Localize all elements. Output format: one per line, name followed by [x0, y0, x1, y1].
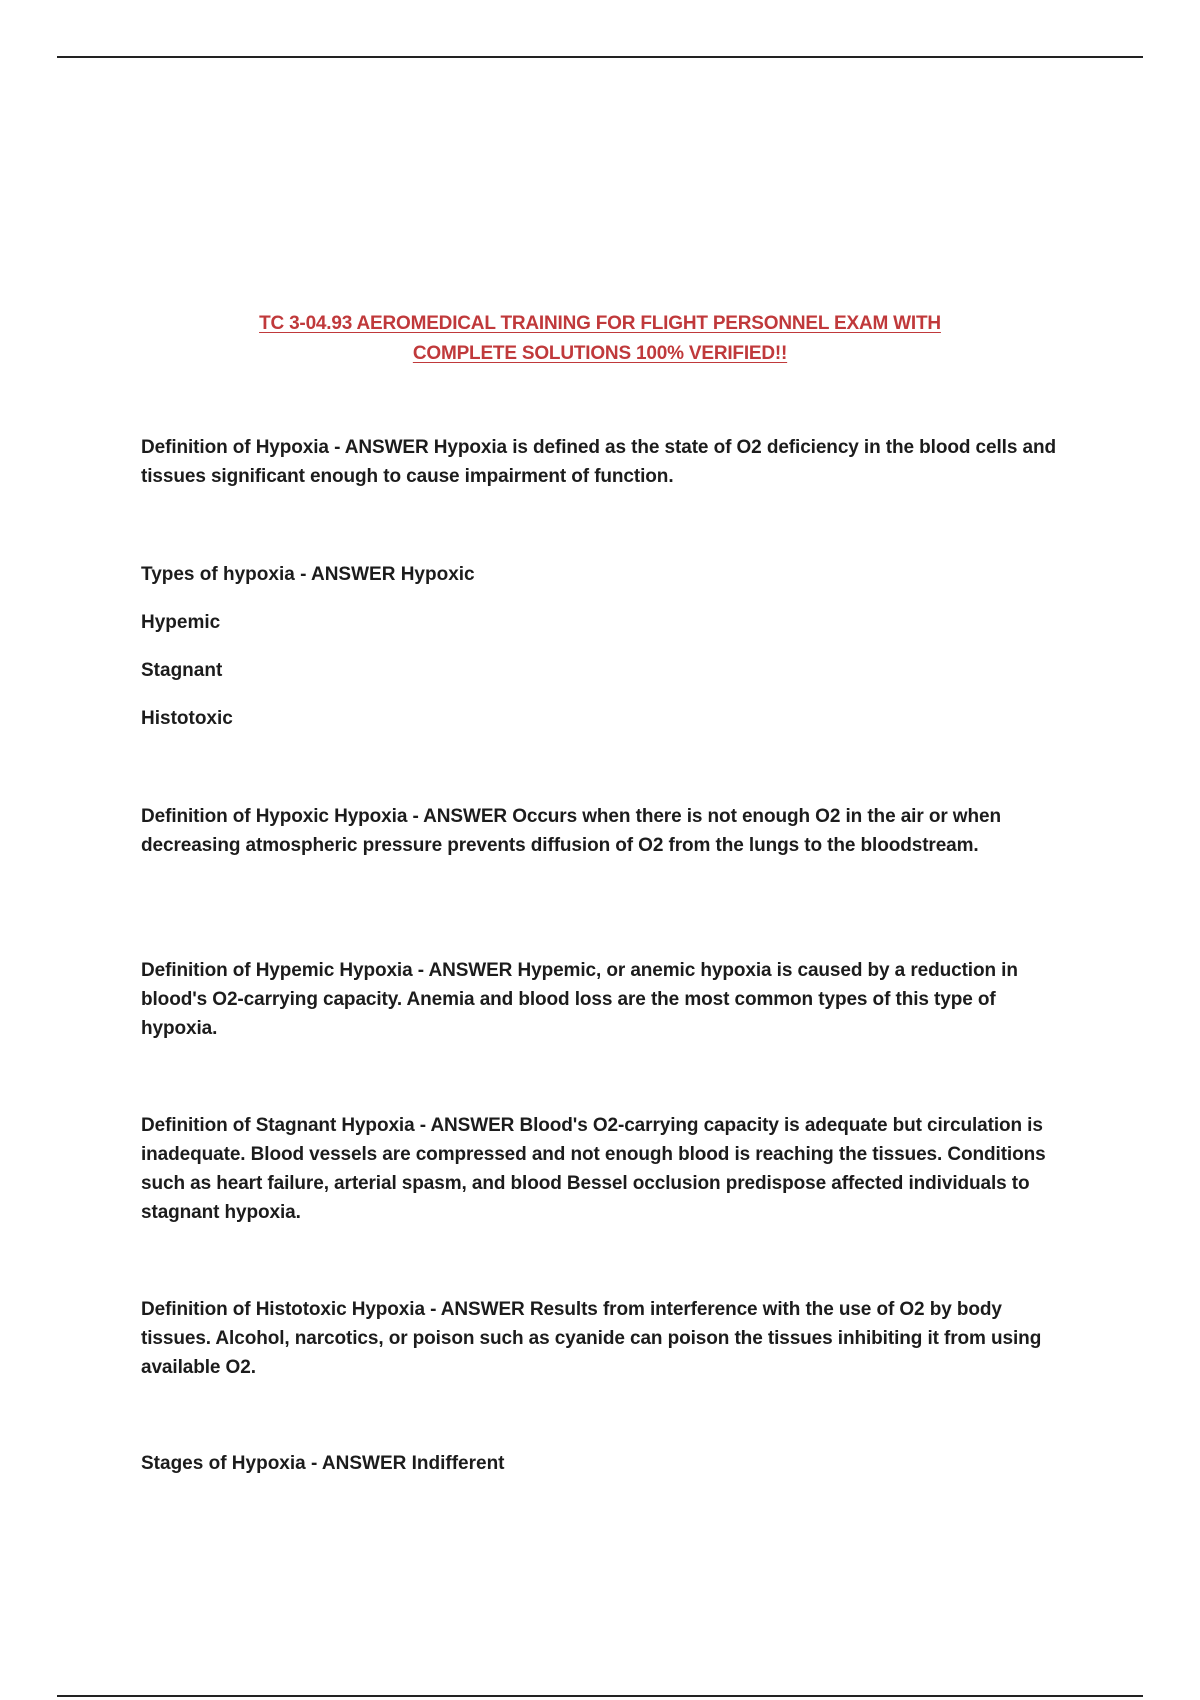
qa-text: Definition of Stagnant Hypoxia - ANSWER Blood's O2-carrying capacity is adequate but circulation is inadequate. Blood vessels are compressed and not enough blood is reaching the tissues. Conditions such as heart failure, arterial spasm, and blood Bessel occlusion predispose affected individuals to stagnant hypoxia. [141, 1115, 1046, 1223]
qa-hypoxic-hypoxia [141, 802, 1071, 860]
bottom-rule [57, 1695, 1143, 1697]
list-item-text: Histotoxic [141, 708, 233, 729]
qa-text: Definition of Hypoxic Hypoxia - ANSWER Occurs when there is not enough O2 in the air or when decreasing atmospheric pressure prevents diffusion of O2 from the lungs to the bloodstream. [141, 806, 1001, 856]
qa-text: Definition of Hypemic Hypoxia - ANSWER Hypemic, or anemic hypoxia is caused by a reduction in blood's O2-carrying capacity. Anemia and blood loss are the most common types of this type of hypoxia. [141, 960, 1018, 1039]
qa-stagnant-hypoxia [141, 1111, 1071, 1227]
qa-histotoxic-hypoxia [141, 1295, 1071, 1382]
top-rule [57, 56, 1143, 58]
list-item-hypemic [141, 608, 220, 637]
qa-definition-of-hypoxia [141, 433, 1071, 491]
list-item-histotoxic [141, 704, 233, 733]
qa-text: Definition of Hypoxia - ANSWER Hypoxia is defined as the state of O2 deficiency in the blood cells and tissues significant enough to cause impairment of function. [141, 437, 1056, 487]
title-line-2: COMPLETE SOLUTIONS 100% VERIFIED!! [412, 343, 788, 364]
list-item-stagnant [141, 656, 222, 685]
title-line-1: TC 3-04.93 AEROMEDICAL TRAINING FOR FLIGHT PERSONNEL EXAM WITH [259, 313, 941, 334]
qa-text: Types of hypoxia - ANSWER Hypoxic [141, 564, 475, 585]
document-title [100, 309, 1100, 369]
qa-stages-of-hypoxia [141, 1449, 505, 1478]
qa-hypemic-hypoxia [141, 956, 1071, 1043]
qa-text: Definition of Histotoxic Hypoxia - ANSWER Results from interference with the use of O2 by body tissues. Alcohol, narcotics, or poison such as cyanide can poison the tissues inhibiting it from using available O2. [141, 1299, 1042, 1378]
qa-text: Stages of Hypoxia - ANSWER Indifferent [141, 1453, 505, 1474]
list-item-text: Stagnant [141, 660, 223, 681]
list-item-text: Hypemic [141, 612, 221, 633]
qa-types-of-hypoxia [141, 560, 475, 589]
